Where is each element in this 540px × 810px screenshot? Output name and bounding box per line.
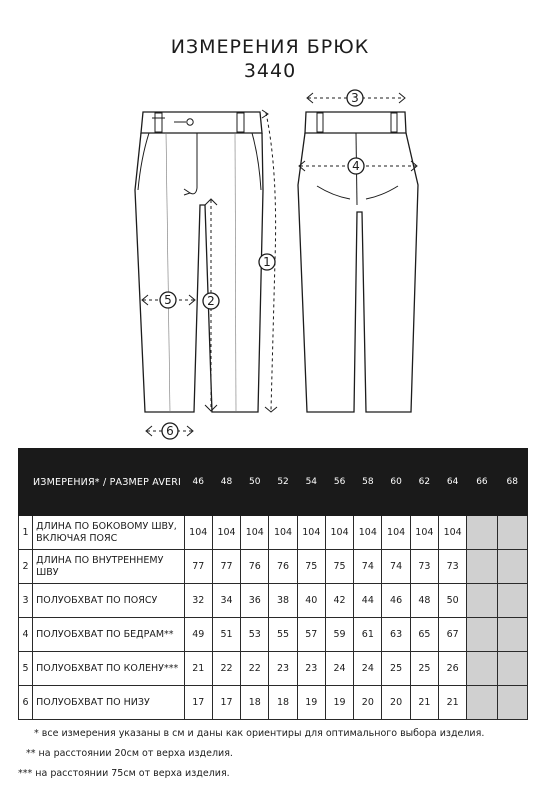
size-header: 46	[184, 449, 212, 516]
table-cell: 61	[354, 618, 382, 652]
table-cell: 73	[439, 550, 467, 584]
table-cell: 57	[297, 618, 325, 652]
marker-1: 1	[263, 255, 271, 269]
size-header: 68	[497, 449, 527, 516]
table-cell	[497, 618, 527, 652]
row-number: 3	[19, 584, 33, 618]
size-header: 60	[382, 449, 410, 516]
table-cell: 50	[439, 584, 467, 618]
size-header: 66	[467, 449, 497, 516]
table-cell: 104	[184, 516, 212, 550]
row-number: 6	[19, 686, 33, 720]
size-table	[18, 448, 528, 720]
row-label: ДЛИНА ПО ВНУТРЕННЕМУ ШВУ	[33, 550, 184, 584]
table-cell: 20	[382, 686, 410, 720]
table-cell: 77	[212, 550, 240, 584]
table-cell: 63	[382, 618, 410, 652]
table-row	[19, 550, 528, 584]
table-cell: 48	[410, 584, 438, 618]
table-cell: 104	[354, 516, 382, 550]
table-cell: 49	[184, 618, 212, 652]
footnote-1: * все измерения указаны в см и даны как ориентиры для оптимального выбора изделия.	[34, 728, 485, 739]
table-cell: 21	[410, 686, 438, 720]
table-cell: 18	[269, 686, 297, 720]
table-cell: 46	[382, 584, 410, 618]
table-cell: 76	[269, 550, 297, 584]
size-header: 64	[439, 449, 467, 516]
marker-6: 6	[166, 424, 174, 438]
table-cell: 17	[212, 686, 240, 720]
table-cell: 21	[439, 686, 467, 720]
table-cell	[497, 652, 527, 686]
table-cell: 65	[410, 618, 438, 652]
table-cell	[467, 618, 497, 652]
table-cell: 42	[325, 584, 353, 618]
row-number: 5	[19, 652, 33, 686]
table-cell: 26	[439, 652, 467, 686]
size-header: 48	[212, 449, 240, 516]
marker-2: 2	[207, 294, 215, 308]
table-cell	[497, 550, 527, 584]
table-cell: 76	[241, 550, 269, 584]
table-cell: 24	[325, 652, 353, 686]
table-cell: 74	[354, 550, 382, 584]
table-cell: 22	[241, 652, 269, 686]
back-view	[298, 93, 418, 412]
size-header: 58	[354, 449, 382, 516]
table-cell: 74	[382, 550, 410, 584]
table-cell: 104	[241, 516, 269, 550]
table-cell: 36	[241, 584, 269, 618]
marker-5: 5	[164, 293, 172, 307]
table-cell: 25	[382, 652, 410, 686]
size-header: 62	[410, 449, 438, 516]
table-cell: 19	[297, 686, 325, 720]
table-cell: 51	[212, 618, 240, 652]
row-label: ПОЛУОБХВАТ ПО НИЗУ	[33, 686, 184, 720]
marker-3: 3	[351, 91, 359, 105]
table-cell: 40	[297, 584, 325, 618]
table-cell: 75	[297, 550, 325, 584]
table-cell: 104	[212, 516, 240, 550]
size-header: 52	[269, 449, 297, 516]
footnote-2: ** на расстоянии 20см от верха изделия.	[26, 748, 233, 759]
table-cell: 55	[269, 618, 297, 652]
row-number: 2	[19, 550, 33, 584]
table-cell: 44	[354, 584, 382, 618]
footnote-3: *** на расстоянии 75см от верха изделия.	[18, 768, 230, 779]
table-cell: 21	[184, 652, 212, 686]
row-number: 4	[19, 618, 33, 652]
table-cell	[497, 584, 527, 618]
front-view	[135, 110, 277, 436]
table-cell	[467, 584, 497, 618]
size-header: 50	[241, 449, 269, 516]
footnotes	[18, 724, 528, 784]
page-title: ИЗМЕРЕНИЯ БРЮК	[170, 36, 370, 58]
table-cell	[497, 686, 527, 720]
table-cell	[467, 516, 497, 550]
table-cell: 75	[325, 550, 353, 584]
table-cell: 17	[184, 686, 212, 720]
size-header: 56	[325, 449, 353, 516]
table-cell: 23	[297, 652, 325, 686]
table-cell: 25	[410, 652, 438, 686]
table-cell	[497, 516, 527, 550]
table-cell: 23	[269, 652, 297, 686]
table-cell: 24	[354, 652, 382, 686]
row-number: 1	[19, 516, 33, 550]
row-label: ПОЛУОБХВАТ ПО ПОЯСУ	[33, 584, 184, 618]
table-cell: 18	[241, 686, 269, 720]
table-header-row	[19, 449, 528, 516]
row-label: ДЛИНА ПО БОКОВОМУ ШВУ, ВКЛЮЧАЯ ПОЯС	[33, 516, 184, 550]
table-row	[19, 516, 528, 550]
table-cell: 104	[269, 516, 297, 550]
table-cell: 77	[184, 550, 212, 584]
table-cell: 104	[297, 516, 325, 550]
table-row	[19, 584, 528, 618]
table-cell: 104	[410, 516, 438, 550]
table-cell: 19	[325, 686, 353, 720]
table-cell: 34	[212, 584, 240, 618]
table-row	[19, 652, 528, 686]
table-cell: 22	[212, 652, 240, 686]
table-cell: 73	[410, 550, 438, 584]
header-label: ИЗМЕРЕНИЯ* / РАЗМЕР AVERI	[19, 449, 185, 516]
table-cell	[467, 550, 497, 584]
table-cell: 67	[439, 618, 467, 652]
table-cell: 104	[382, 516, 410, 550]
table-cell	[467, 686, 497, 720]
table-row	[19, 618, 528, 652]
table-cell: 59	[325, 618, 353, 652]
row-label: ПОЛУОБХВАТ ПО КОЛЕНУ***	[33, 652, 184, 686]
table-cell: 38	[269, 584, 297, 618]
size-header: 54	[297, 449, 325, 516]
table-cell	[467, 652, 497, 686]
table-cell: 20	[354, 686, 382, 720]
table-cell: 32	[184, 584, 212, 618]
table-cell: 104	[325, 516, 353, 550]
table-cell: 53	[241, 618, 269, 652]
table-row	[19, 686, 528, 720]
marker-4: 4	[352, 159, 360, 173]
row-label: ПОЛУОБХВАТ ПО БЕДРАМ**	[33, 618, 184, 652]
model-number: 3440	[243, 60, 297, 82]
table-cell: 104	[439, 516, 467, 550]
